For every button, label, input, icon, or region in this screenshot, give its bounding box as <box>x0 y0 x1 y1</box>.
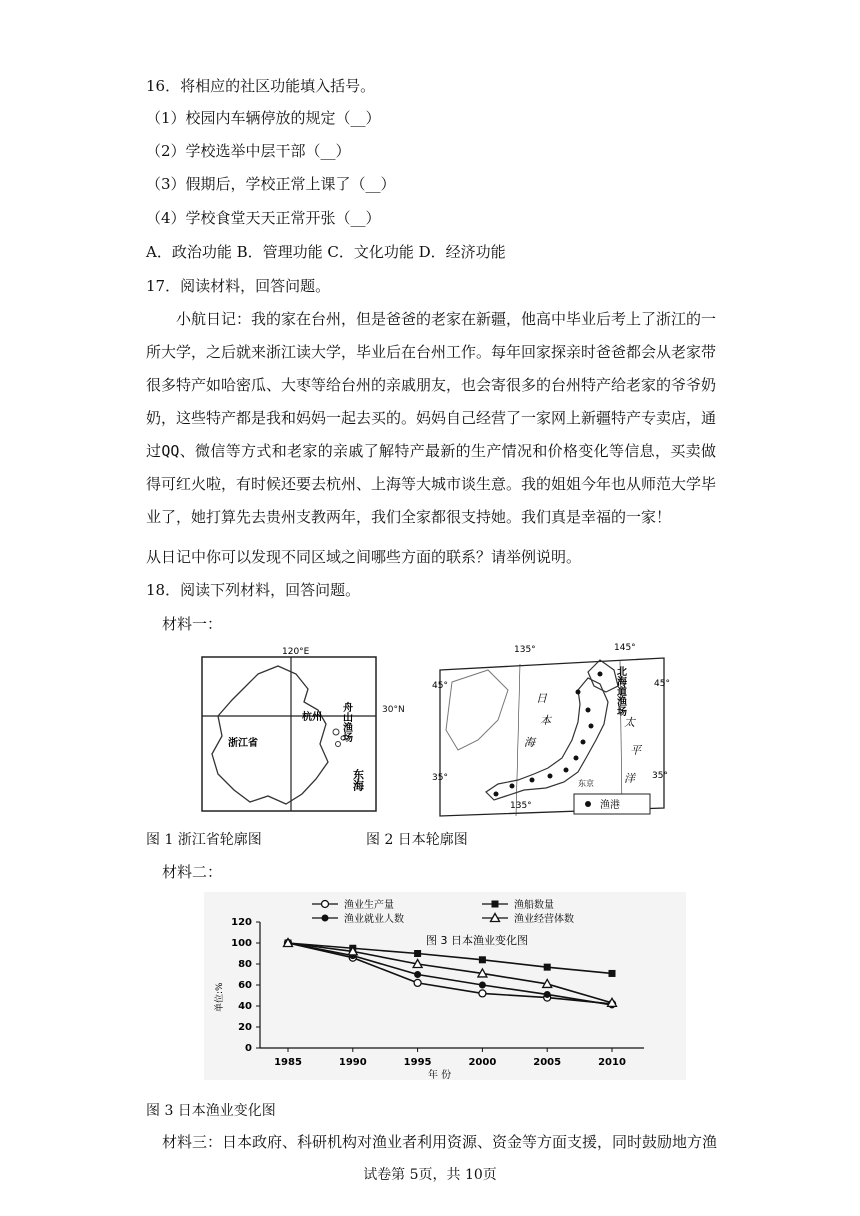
material-1-label: 材料一： <box>162 615 223 633</box>
ocean-label-char-1: 太 <box>624 716 635 729</box>
zhejiang-map <box>198 644 382 814</box>
figure-1-caption: 图 1 浙江省轮廓图 <box>146 832 262 848</box>
tokyo-label: 东京 <box>578 779 594 788</box>
lat-label-45-left: 45° <box>432 681 448 691</box>
q16-item-4: （4）学校食堂天天正常开张（__） <box>146 209 381 227</box>
chart-data-point <box>414 979 421 986</box>
fishery-change-chart <box>204 892 686 1080</box>
lat-label-35-right: 35° <box>652 771 668 781</box>
lon-label-135-bottom: 135° <box>510 801 532 811</box>
chart-x-tick-label: 1985 <box>274 1057 302 1068</box>
fishing-port-legend-icon <box>585 801 591 807</box>
chart-data-point <box>544 964 551 971</box>
chart-y-tick-label: 100 <box>231 938 252 949</box>
chart-y-tick-label: 40 <box>238 1001 252 1012</box>
chart-x-tick-label: 2010 <box>598 1057 626 1068</box>
chart-data-point <box>479 982 486 989</box>
figure-2-caption: 图 2 日本轮廓图 <box>366 832 468 848</box>
chart-x-tick-label: 1990 <box>338 1057 367 1068</box>
chart-y-tick-label: 60 <box>238 980 252 991</box>
q16-item-3: （3）假期后，学校正常上课了（__） <box>146 175 396 193</box>
chart-legend-marker <box>492 901 499 908</box>
chart-x-tick-label: 2005 <box>533 1057 562 1068</box>
chart-data-point <box>544 991 551 998</box>
hokkaido-fishery-label: 北海道渔场 <box>614 666 626 716</box>
chart-x-tick-label: 2000 <box>468 1057 497 1068</box>
q17-title: 17．阅读材料，回答问题。 <box>146 277 331 295</box>
hangzhou-label: 杭州 <box>302 712 322 723</box>
chart-data-point <box>414 950 421 957</box>
chart-data-point <box>609 970 616 977</box>
chart-legend-marker <box>322 901 329 908</box>
chart-legend-marker <box>322 915 329 922</box>
chart-y-tick-label: 80 <box>238 959 252 970</box>
page-footer: 试卷第 5页，共 10页 <box>363 1167 497 1183</box>
q16-title: 16．将相应的社区功能填入括号。 <box>146 77 376 95</box>
material-2-label: 材料二： <box>162 863 223 881</box>
sea-label-char-2: 本 <box>540 714 551 727</box>
chart-title: 图 3 日本渔业变化图 <box>426 934 528 947</box>
japan-map <box>428 630 672 818</box>
east-sea-label: 东海 <box>351 769 365 791</box>
chart-data-point <box>414 971 421 978</box>
chart-legend-label: 渔业经营体数 <box>514 914 574 925</box>
q17-question: 从日记中你可以发现不同区域之间哪些方面的联系？请举例说明。 <box>146 548 582 566</box>
q16-item-1: （1）校园内车辆停放的规定（__） <box>146 109 381 127</box>
material-3-text: 材料三：日本政府、科研机构对渔业者利用资源、资金等方面支援，同时鼓励地方渔 <box>162 1133 718 1151</box>
zhoushan-fishery-label: 舟山渔场 <box>340 702 352 742</box>
sea-label-char-3: 海 <box>524 736 535 749</box>
q18-title: 18．阅读下列材料，回答问题。 <box>146 581 361 599</box>
lat-label-45-right: 45° <box>654 679 670 689</box>
fishing-port-legend-label: 渔港 <box>600 800 620 811</box>
chart-y-tick-label: 20 <box>238 1022 252 1033</box>
figure-3-caption: 图 3 日本渔业变化图 <box>146 1103 276 1119</box>
zhejiang-label: 浙江省 <box>228 738 258 749</box>
chart-legend-label: 渔业生产量 <box>344 900 394 911</box>
sea-label-char-1: 日 <box>536 692 547 705</box>
q17-diary: 小航日记：我的家在台州，但是爸爸的老家在新疆，他高中毕业后考上了浙江的一所大学，之后就来浙江读大学，毕业后在台州工作。每年回家探亲时爸爸都会从老家带很多特产如哈密瓜、大枣等给台州的亲戚朋友，也会寄很多的台州特产给老家的爷爷奶奶，这些特产都是我和妈妈一起去买的。妈妈自己经营了一家网上新疆特产专卖店，通过QQ、微信等方式和老家的亲戚了解特产最新的生产情况和价格变化等信息，买卖做得可红火啦，有时候还要去杭州、上海等大城市谈生意。我的姐姐今年也从师范大学毕业了，她打算先去贵州支教两年，我们全家都很支持她。我们真是幸福的一家！ <box>146 310 717 526</box>
q16-item-2: （2）学校选举中层干部（__） <box>146 142 351 160</box>
lat-label-30n: 30°N <box>382 705 405 715</box>
chart-data-point <box>479 956 486 963</box>
chart-legend-label: 渔船数量 <box>514 900 554 911</box>
chart-y-tick-label: 0 <box>245 1043 252 1054</box>
ocean-label-char-2: 平 <box>630 744 641 757</box>
lat-label-35-left: 35° <box>432 773 448 783</box>
chart-y-axis-label: 单位:% <box>215 982 225 1012</box>
q16-options: A．政治功能 B．管理功能 C．文化功能 D．经济功能 <box>146 243 506 261</box>
lon-label-135: 135° <box>514 645 536 655</box>
chart-data-point <box>479 990 486 997</box>
chart-x-axis-label: 年 份 <box>428 1070 452 1080</box>
chart-x-tick-label: 1995 <box>403 1057 432 1068</box>
chart-legend-label: 渔业就业人数 <box>344 914 404 925</box>
lon-label-145: 145° <box>614 643 636 653</box>
chart-y-tick-label: 120 <box>231 917 252 928</box>
lon-label-120e: 120°E <box>282 647 310 657</box>
ocean-label-char-3: 洋 <box>624 772 635 785</box>
